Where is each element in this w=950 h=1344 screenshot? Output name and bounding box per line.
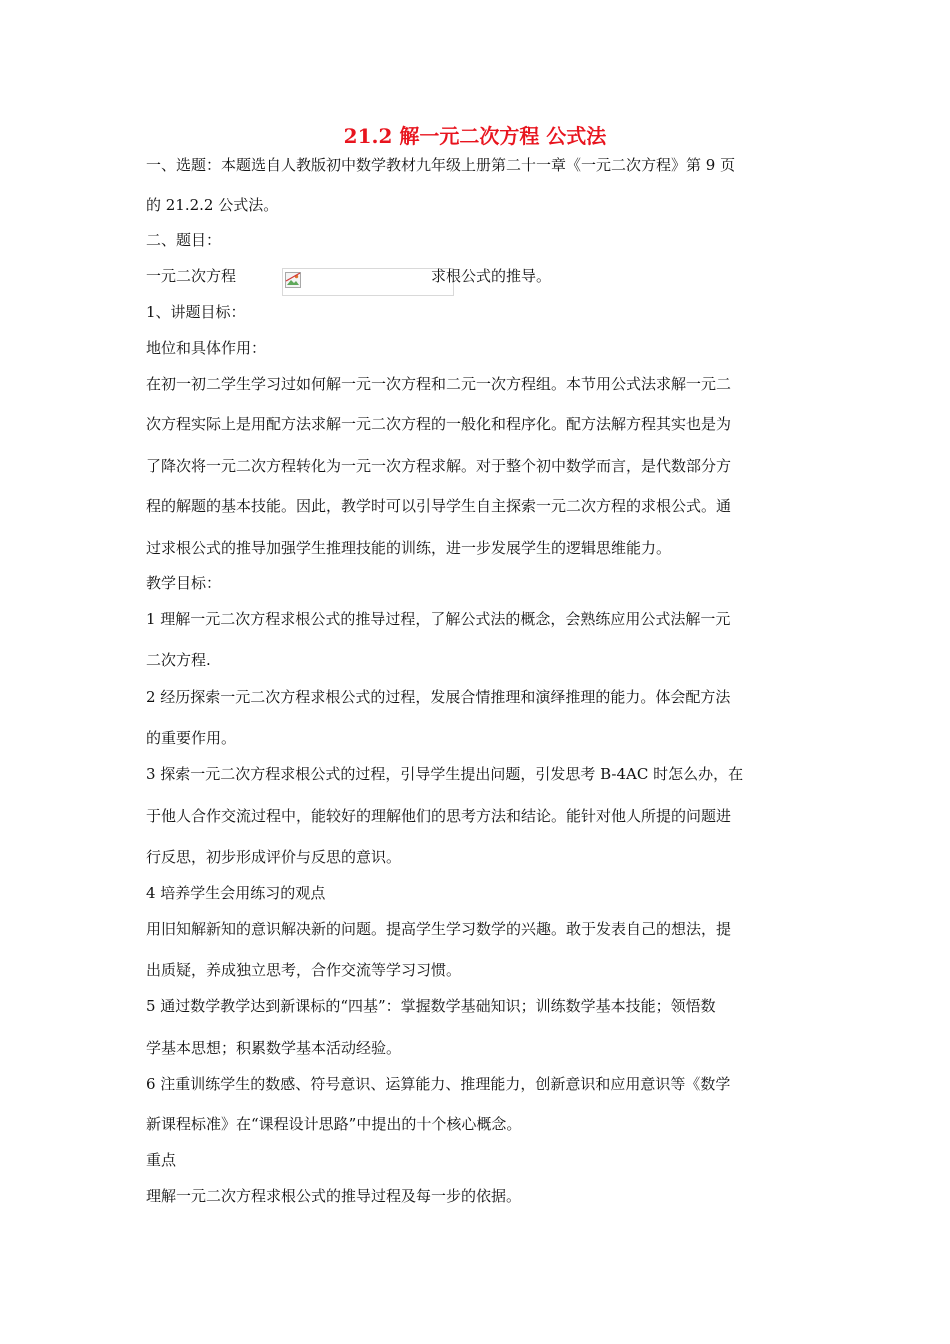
paragraph-line: 1 理解一元二次方程求根公式的推导过程，了解公式法的概念，会熟练应用公式法解一元 [146,610,731,628]
section-heading: 教学目标： [146,574,222,592]
paragraph-line: 了降次将一元二次方程转化为一元一次方程求解。对于整个初中数学而言，是代数部分方 [146,457,732,475]
paragraph-line: 用旧知解新知的意识解决新的问题。提高学生学习数学的兴趣。敢于发表自己的想法，提 [146,920,732,938]
paragraph-line: 过求根公式的推导加强学生推理技能的训练，进一步发展学生的逻辑思维能力。 [146,539,672,557]
paragraph-line: 2 经历探索一元二次方程求根公式的过程，发展合情推理和演绎推理的能力。体会配方法 [146,688,731,706]
paragraph-line: 新课程标准》在“课程设计思路”中提出的十个核心概念。 [146,1115,522,1133]
paragraph-line: 行反思，初步形成评价与反思的意识。 [146,848,402,866]
paragraph-line: 一、选题：本题选自人教版初中数学教材九年级上册第二十一章《一元二次方程》第 9 页 [146,156,736,174]
paragraph-line: 在初一初二学生学习过如何解一元一次方程和二元一次方程组。本节用公式法求解一元二 [146,375,732,393]
paragraph-line: 理解一元二次方程求根公式的推导过程及每一步的依据。 [146,1187,522,1205]
paragraph-line: 5 通过数学教学达到新课标的“四基”：掌握数学基础知识；训练数学基本技能；领悟数 [146,997,716,1015]
paragraph-line: 程的解题的基本技能。因此，教学时可以引导学生自主探索一元二次方程的求根公式。通 [146,497,732,515]
paragraph-line: 求根公式的推导。 [431,267,552,285]
broken-image-icon [285,272,301,288]
equation-image [282,268,454,296]
section-heading: 1、讲题目标： [146,303,246,321]
paragraph-line: 出质疑，养成独立思考，合作交流等学习习惯。 [146,961,462,979]
paragraph-line: 的 21.2.2 公式法。 [146,196,279,214]
section-heading: 重点 [146,1151,177,1169]
paragraph-line: 6 注重训练学生的数感、符号意识、运算能力、推理能力，创新意识和应用意识等《数学 [146,1075,731,1093]
paragraph-line: 3 探索一元二次方程求根公式的过程，引导学生提出问题，引发思考 B-4AC 时怎么办，在 [146,765,744,783]
paragraph-line: 于他人合作交流过程中，能较好的理解他们的思考方法和结论。能针对他人所提的问题进 [146,807,732,825]
paragraph-line: 一元二次方程 [146,267,237,285]
paragraph-line: 二次方程. [146,651,211,669]
paragraph-line: 4 培养学生会用练习的观点 [146,884,326,902]
paragraph-line: 次方程实际上是用配方法求解一元二次方程的一般化和程序化。配方法解方程其实也是为 [146,415,732,433]
page-title: 21.2 解一元二次方程 公式法 [343,124,607,148]
paragraph-line: 的重要作用。 [146,729,237,747]
paragraph-line: 学基本思想；积累数学基本活动经验。 [146,1039,402,1057]
section-heading: 地位和具体作用： [146,339,267,357]
section-heading: 二、题目： [146,231,222,249]
